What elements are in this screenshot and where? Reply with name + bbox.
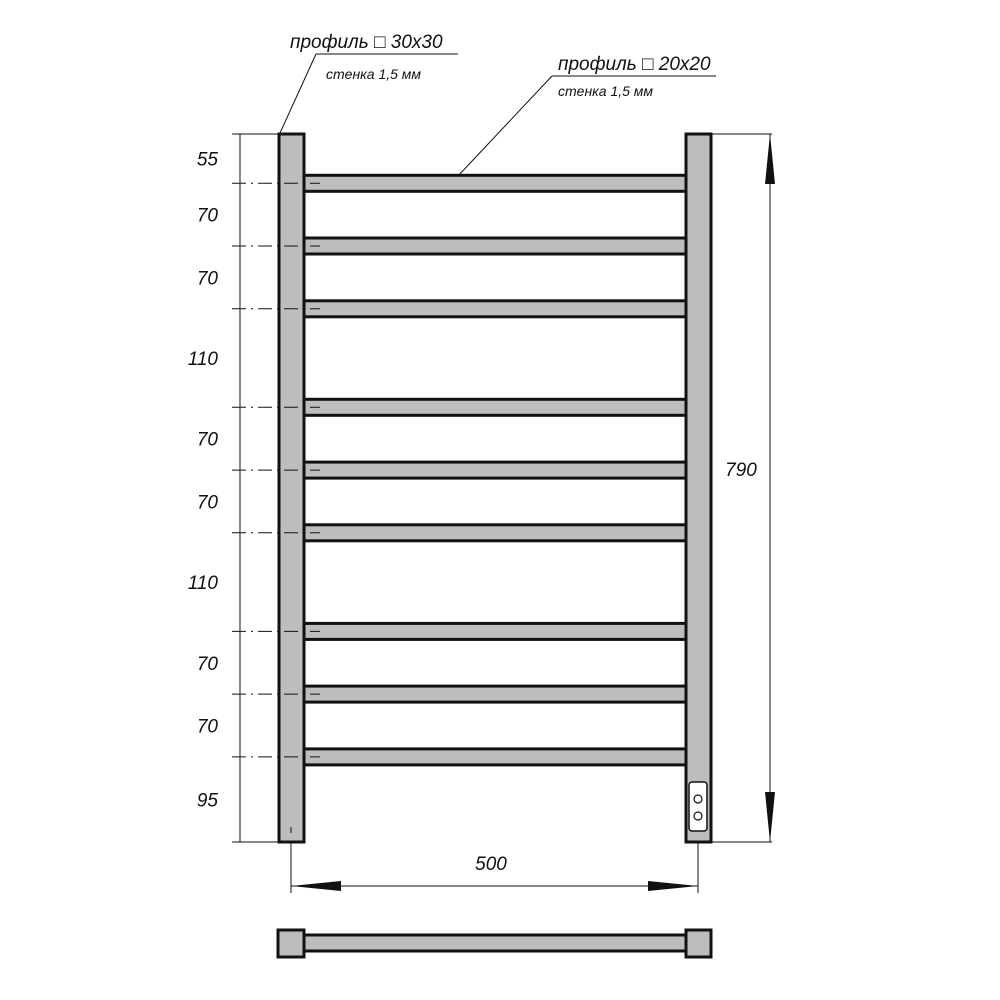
- rung-3: [300, 301, 692, 317]
- rung-7: [300, 623, 692, 639]
- width-label: 500: [475, 854, 507, 875]
- left-callout-leader: [280, 54, 316, 133]
- width-arrow-right: [648, 881, 698, 891]
- spacing-label-9: 70: [196, 716, 218, 738]
- right-profile-callout: [458, 54, 716, 176]
- left-profile-callout: [280, 32, 458, 133]
- rungs: [300, 175, 692, 765]
- rung-2: [300, 238, 692, 254]
- width-dimension: [291, 842, 698, 893]
- left-profile-subtitle: стенка 1,5 мм: [326, 66, 421, 82]
- rung-1: [300, 175, 692, 191]
- connector-plate: [689, 782, 707, 831]
- spacing-label-6: 70: [196, 492, 218, 514]
- rung-4: [300, 399, 692, 415]
- spacing-label-2: 70: [196, 205, 218, 227]
- height-dimension: [712, 134, 775, 842]
- right-upright: [686, 134, 711, 842]
- height-arrow-top: [765, 134, 775, 184]
- spacing-label-10: 95: [196, 790, 218, 812]
- height-label: 790: [725, 460, 757, 481]
- spacing-label-8: 70: [196, 653, 218, 675]
- top-view-right-upright: [686, 930, 711, 957]
- top-view: [278, 930, 711, 957]
- rung-5: [300, 462, 692, 478]
- right-callout-leader: [458, 76, 552, 176]
- height-arrow-bottom: [765, 792, 775, 842]
- spacing-label-7: 110: [187, 573, 218, 595]
- spacing-label-4: 110: [187, 349, 218, 371]
- top-view-left-upright: [278, 930, 304, 957]
- right-profile-title: профиль □ 20х20: [558, 54, 711, 75]
- rung-6: [300, 525, 692, 541]
- spacing-label-1: 55: [196, 149, 218, 171]
- left-profile-title: профиль □ 30х30: [290, 32, 443, 53]
- top-view-rung: [302, 935, 688, 951]
- rung-8: [300, 686, 692, 702]
- spacing-label-5: 70: [196, 429, 218, 451]
- left-upright: [279, 134, 304, 842]
- rung-9: [300, 749, 692, 765]
- width-arrow-left: [291, 881, 341, 891]
- spacing-label-3: 70: [196, 268, 218, 290]
- right-profile-subtitle: стенка 1,5 мм: [558, 83, 653, 99]
- heater-connector: [689, 782, 707, 831]
